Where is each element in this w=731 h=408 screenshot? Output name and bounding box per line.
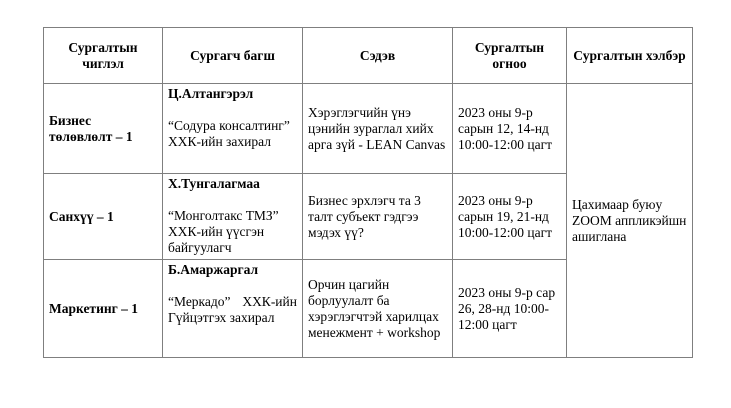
format-cell: Цахимаар буюу ZOOM аппликэйшн ашиглана: [567, 84, 693, 358]
header-direction: Сургалтын чиглэл: [44, 28, 163, 84]
date-cell: 2023 оны 9-р сар 26, 28-нд 10:00-12:00 цагт: [453, 260, 567, 358]
header-topic: Сэдэв: [303, 28, 453, 84]
header-format: Сургалтын хэлбэр: [567, 28, 693, 84]
teacher-name: Х.Тунгалагмаа: [168, 176, 260, 191]
date-cell: 2023 оны 9-р сарын 12, 14-нд 10:00-12:00 цагт: [453, 84, 567, 174]
teacher-cell: [163, 260, 303, 358]
topic-cell: Бизнес эрхлэгч та 3 талт субъект гэдгээ мэдэх үү?: [303, 174, 453, 260]
table-row: [44, 84, 693, 174]
teacher-org: “Меркадо” ХХК-ийн Гүйцэтгэх захирал: [168, 294, 297, 325]
teacher-org: “Содура консалтинг” ХХК-ийн захирал: [168, 118, 290, 149]
direction-cell: Санхүү – 1: [44, 174, 163, 260]
table-header-row: [44, 28, 693, 84]
teacher-name: Б.Амаржаргал: [168, 262, 259, 277]
teacher-cell: [163, 84, 303, 174]
training-schedule-table: [43, 27, 693, 358]
header-date: Сургалтын огноо: [453, 28, 567, 84]
direction-cell: Бизнес төлөвлөлт – 1: [44, 84, 163, 174]
topic-cell: Орчин цагийн борлуулалт ба хэрэглэгчтэй харилцах менежмент + workshop: [303, 260, 453, 358]
teacher-org: “Монголтакс ТМЗ” ХХК-ийн үүсгэн байгуулагч: [168, 208, 279, 255]
teacher-cell: [163, 174, 303, 260]
header-teacher: Сургагч багш: [163, 28, 303, 84]
direction-cell: Маркетинг – 1: [44, 260, 163, 358]
date-cell: 2023 оны 9-р сарын 19, 21-нд 10:00-12:00 цагт: [453, 174, 567, 260]
teacher-name: Ц.Алтангэрэл: [168, 86, 254, 101]
topic-cell: Хэрэглэгчийн үнэ цэнийн зураглал хийх арга зүй - LEAN Canvas: [303, 84, 453, 174]
